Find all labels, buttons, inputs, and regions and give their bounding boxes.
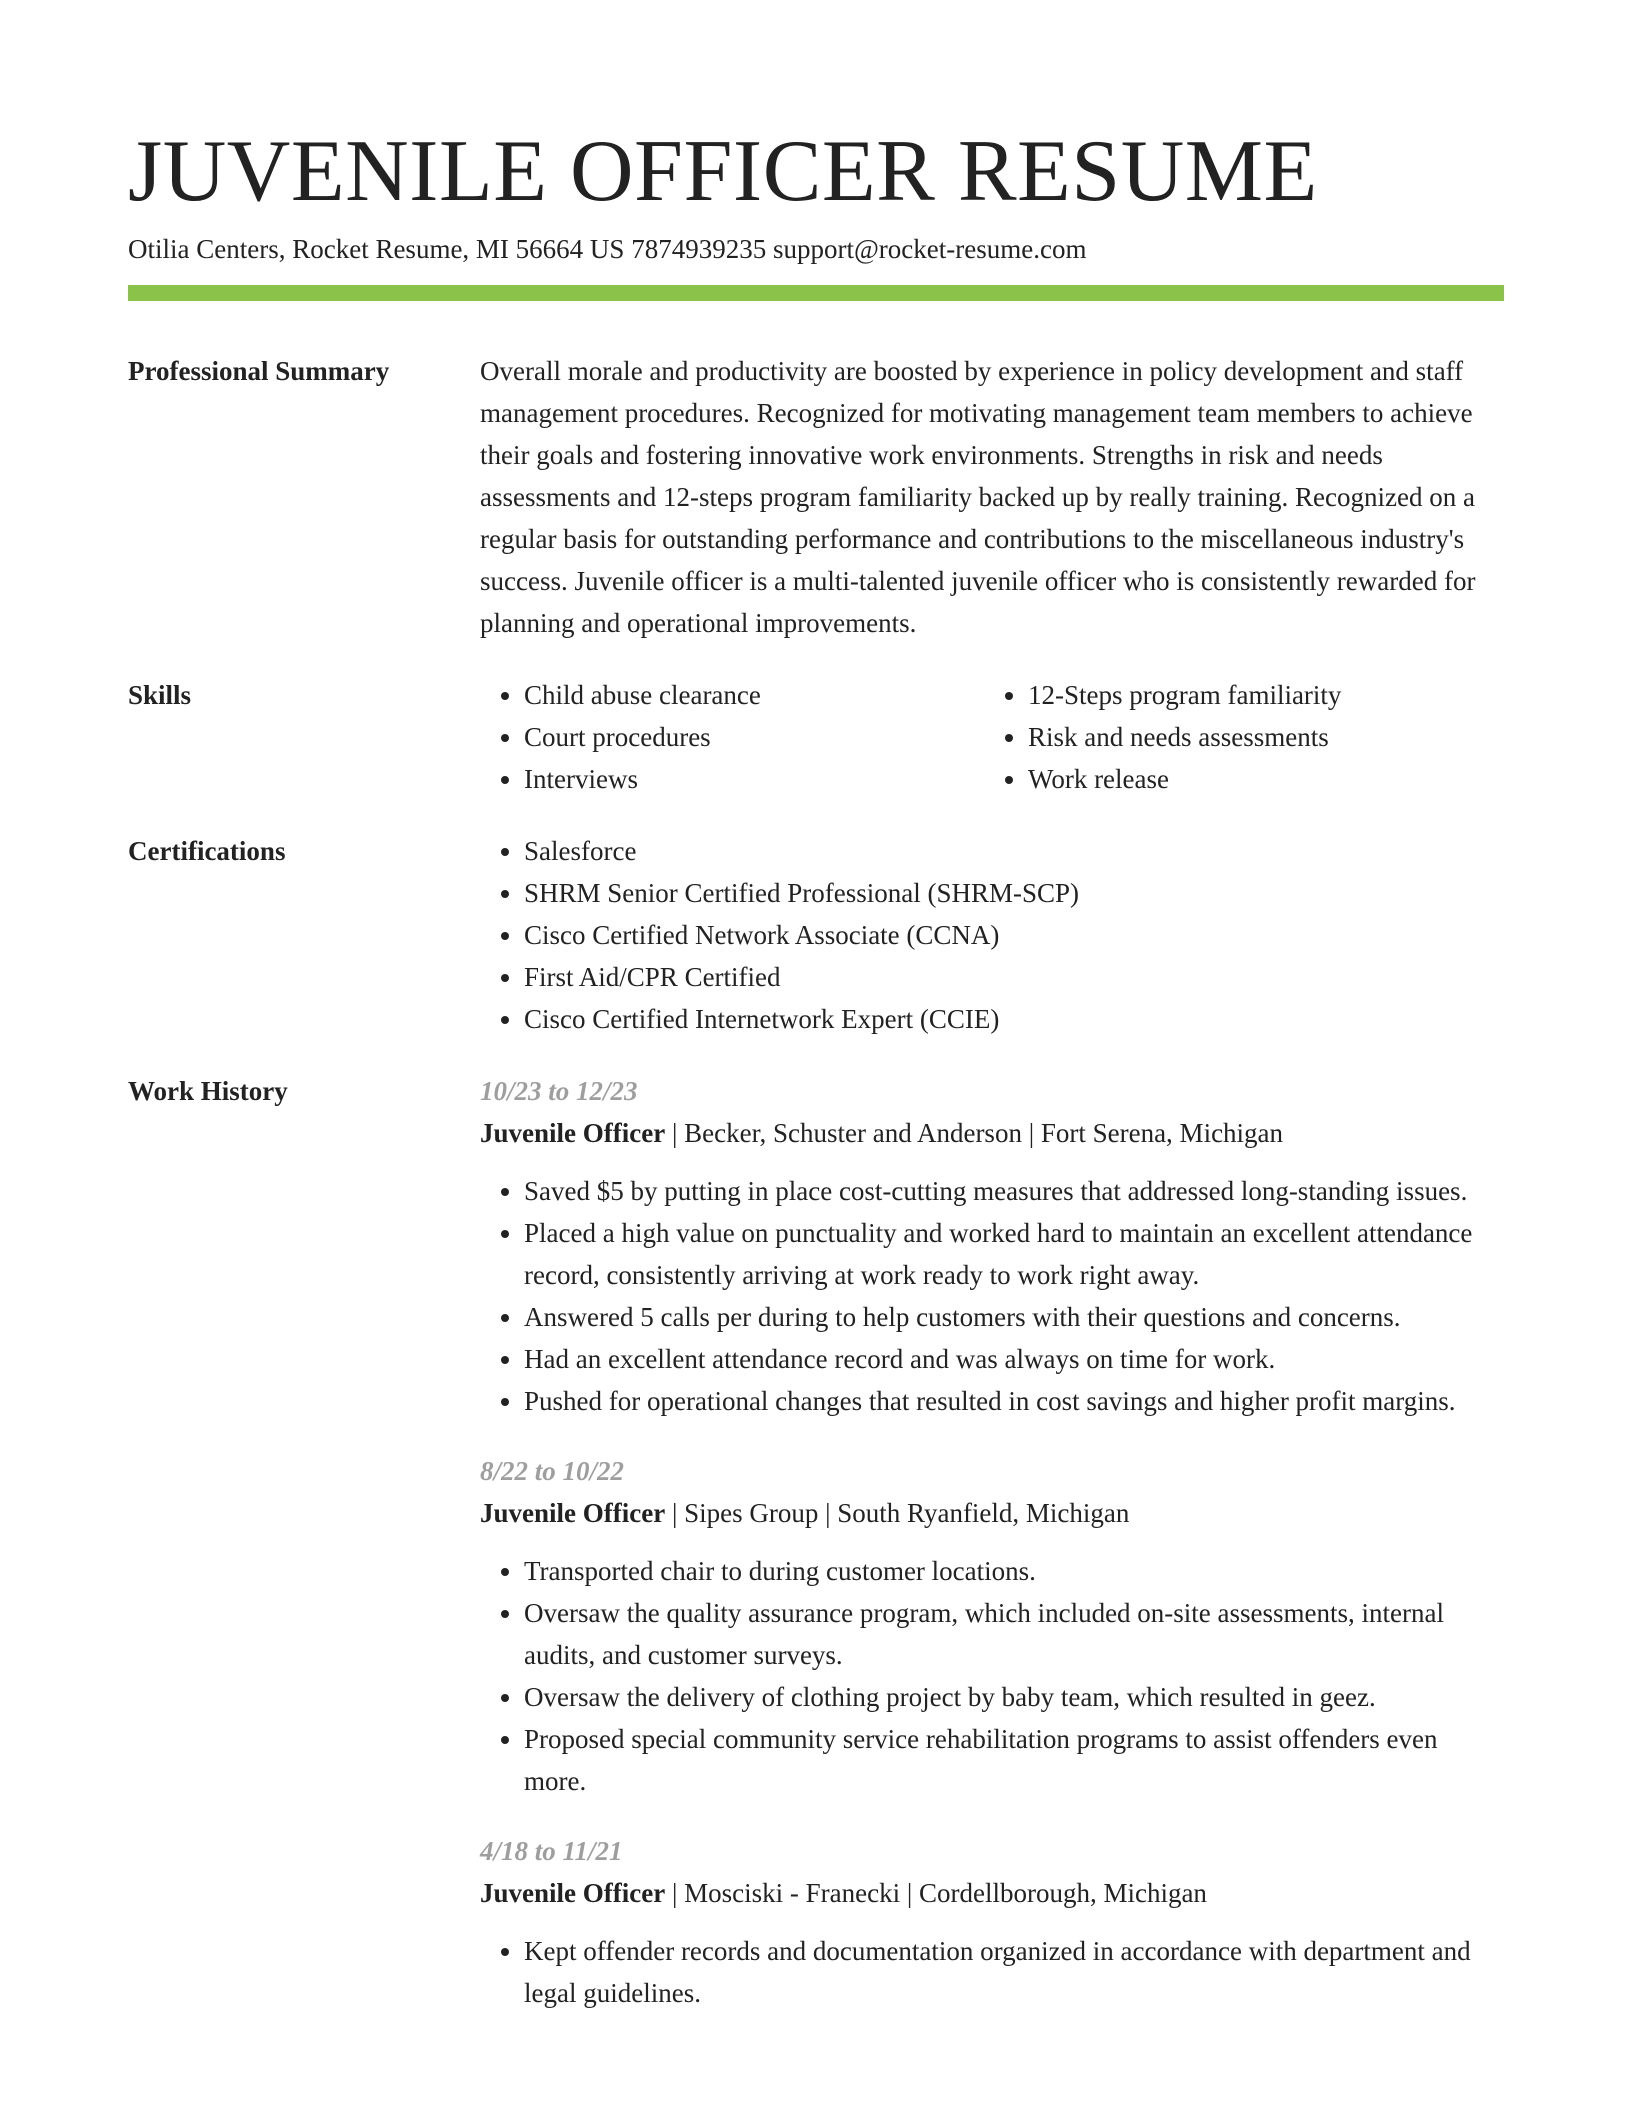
- skill-item: • Interviews: [524, 758, 984, 800]
- job-role: Juvenile Officer: [480, 1118, 666, 1148]
- resume-content: [128, 350, 1504, 2072]
- job-bullets: [480, 1930, 1504, 2014]
- skill-item: • Child abuse clearance: [524, 674, 984, 716]
- job-entry: [480, 1830, 1504, 2014]
- resume-title: JUVENILE OFFICER RESUME: [128, 123, 1318, 220]
- job-bullets: [480, 1170, 1504, 1422]
- certification-item: • Cisco Certified Network Associate (CCNA): [524, 914, 1504, 956]
- job-heading: [480, 1112, 1504, 1154]
- job-entry: [480, 1450, 1504, 1802]
- certification-item: • Cisco Certified Internetwork Expert (CCIE): [524, 998, 1504, 1040]
- header-divider: [128, 285, 1504, 301]
- section-professional-summary: [128, 350, 1504, 644]
- section-work-history: [128, 1070, 1504, 2042]
- job-details: | Mosciski - Franecki | Cordellborough, Michigan: [665, 1878, 1207, 1908]
- skills-list-right: [984, 674, 1488, 800]
- job-bullet: • Had an excellent attendance record and was always on time for work.: [524, 1338, 1504, 1380]
- skills-list-left: [480, 674, 984, 800]
- job-dates: 8/22 to 10/22: [480, 1456, 625, 1486]
- job-heading: [480, 1872, 1504, 1914]
- job-dates: 4/18 to 11/21: [480, 1836, 623, 1866]
- job-bullet: • Placed a high value on punctuality and worked hard to maintain an excellent attendance record, consistently arriving at work ready to work right away.: [524, 1212, 1504, 1296]
- skill-item: • Work release: [1028, 758, 1488, 800]
- section-label-summary: Professional Summary: [128, 356, 390, 386]
- section-label-work-history: Work History: [128, 1076, 288, 1106]
- certification-item: • Salesforce: [524, 830, 1504, 872]
- skill-item: • Court procedures: [524, 716, 984, 758]
- section-certifications: [128, 830, 1504, 1040]
- certification-item: • SHRM Senior Certified Professional (SHRM-SCP): [524, 872, 1504, 914]
- job-details: | Sipes Group | South Ryanfield, Michigan: [665, 1498, 1130, 1528]
- job-bullets: [480, 1550, 1504, 1802]
- job-details: | Becker, Schuster and Anderson | Fort Serena, Michigan: [665, 1118, 1284, 1148]
- certification-item: • First Aid/CPR Certified: [524, 956, 1504, 998]
- job-entry: [480, 1070, 1504, 1422]
- skill-item: • Risk and needs assessments: [1028, 716, 1488, 758]
- job-bullet: • Pushed for operational changes that resulted in cost savings and higher profit margins.: [524, 1380, 1504, 1422]
- section-label-skills: Skills: [128, 680, 192, 710]
- job-bullet: • Proposed special community service rehabilitation programs to assist offenders even more.: [524, 1718, 1504, 1802]
- section-skills: [128, 674, 1504, 800]
- job-bullet: • Transported chair to during customer locations.: [524, 1550, 1504, 1592]
- job-role: Juvenile Officer: [480, 1878, 666, 1908]
- summary-text: Overall morale and productivity are boosted by experience in policy development and staff management procedures. Recognized for motivating management team members to achieve their goals and fostering innovative work environments. Strengths in risk and needs assessments and 12-steps program familiarity backed up by really training. Recognized on a regular basis for outstanding performance and contributions to the miscellaneous industry's success. Juvenile officer is a multi-talented juvenile officer who is consistently rewarded for planning and operational improvements.: [480, 356, 1476, 638]
- job-bullet: • Saved $5 by putting in place cost-cutting measures that addressed long-standing issues.: [524, 1170, 1504, 1212]
- job-heading: [480, 1492, 1504, 1534]
- job-bullet: • Kept offender records and documentation organized in accordance with department and legal guidelines.: [524, 1930, 1504, 2014]
- contact-line: Otilia Centers, Rocket Resume, MI 56664 US 7874939235 support@rocket-resume.com: [128, 234, 1087, 264]
- job-bullet: • Oversaw the delivery of clothing project by baby team, which resulted in geez.: [524, 1676, 1504, 1718]
- skill-item: • 12-Steps program familiarity: [1028, 674, 1488, 716]
- job-dates: 10/23 to 12/23: [480, 1076, 638, 1106]
- certifications-list: [480, 830, 1504, 1040]
- job-bullet: • Oversaw the quality assurance program, which included on-site assessments, internal audits, and customer surveys.: [524, 1592, 1504, 1676]
- section-label-certifications: Certifications: [128, 836, 286, 866]
- job-role: Juvenile Officer: [480, 1498, 666, 1528]
- job-bullet: • Answered 5 calls per during to help customers with their questions and concerns.: [524, 1296, 1504, 1338]
